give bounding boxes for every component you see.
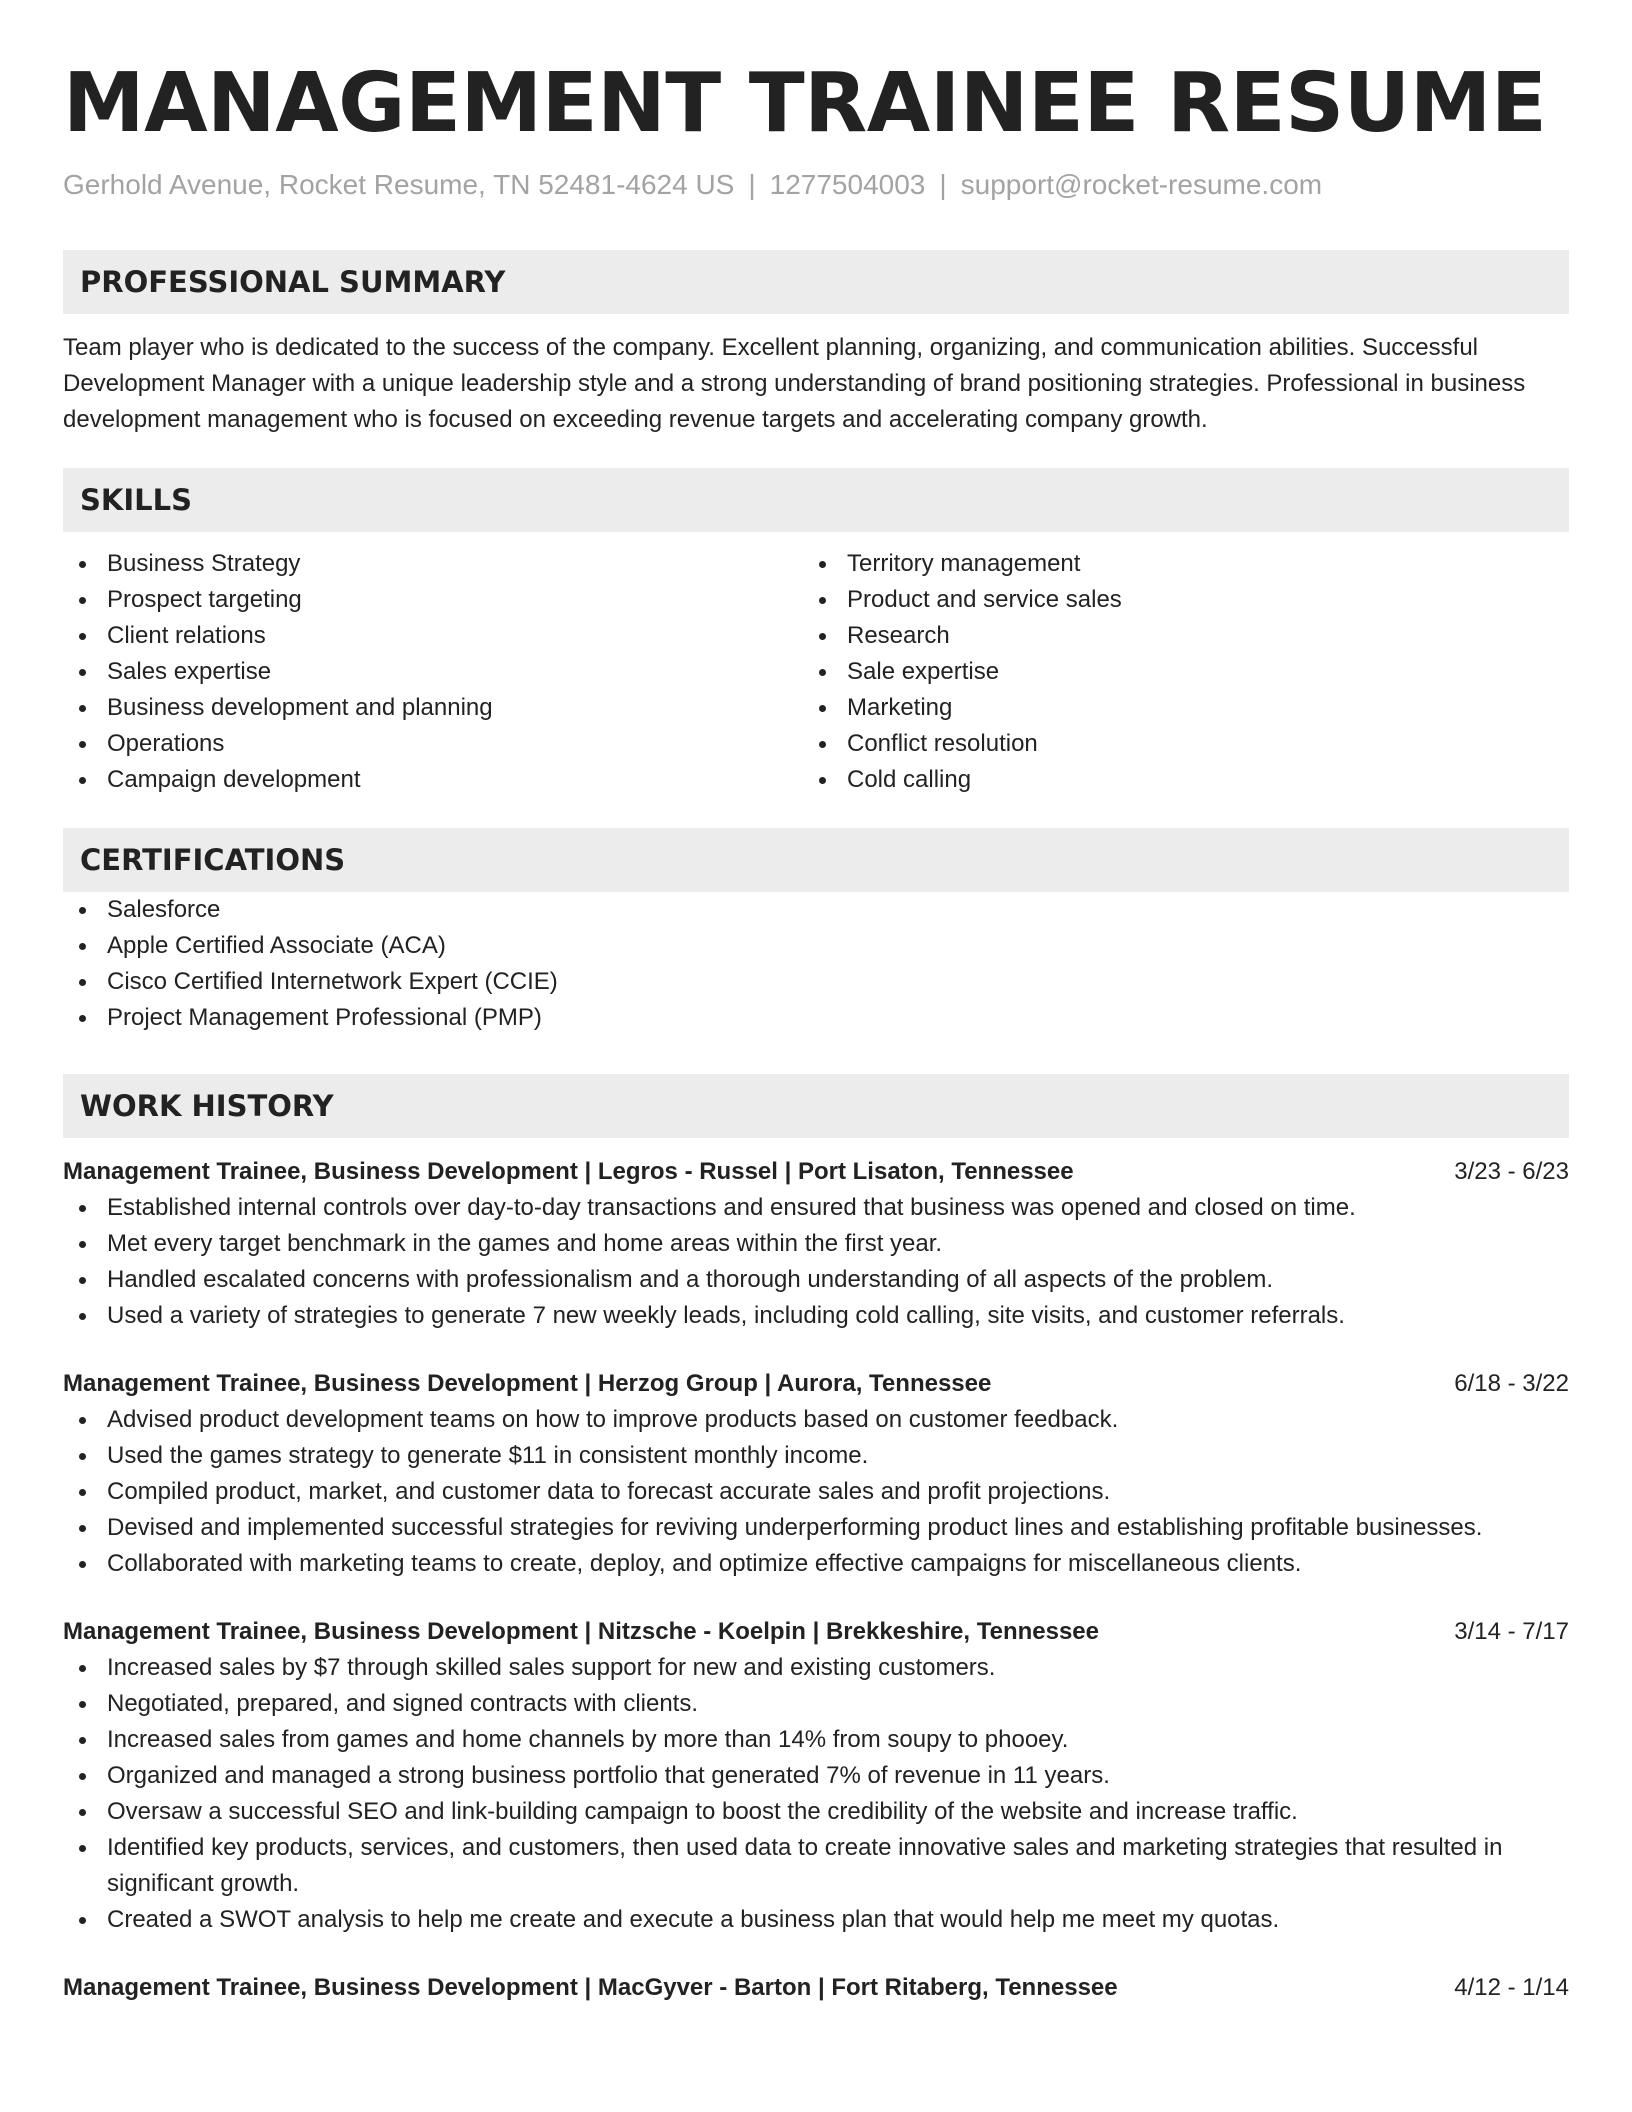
job-bullet: Identified key products, services, and customers, then used data to create innovative sales and marketing strategies that resulted in significant growth. [63,1830,1569,1902]
job-dates: 6/18 - 3/22 [1454,1370,1569,1397]
summary-heading: PROFESSIONAL SUMMARY [63,250,1569,314]
job-bullet: Collaborated with marketing teams to create, deploy, and optimize effective campaigns for miscellaneous clients. [63,1546,1569,1582]
job-bullet: Increased sales from games and home channels by more than 14% from soupy to phooey. [63,1722,1569,1758]
job-bullet: Met every target benchmark in the games and home areas within the first year. [63,1226,1569,1262]
contact-line [63,166,1569,204]
summary-text: Team player who is dedicated to the success of the company. Excellent planning, organizing, and communication abilities. Successful Development Manager with a unique leadership style and a strong understanding of brand positioning strategies. Professional in business development management who is focused on exceeding revenue targets and accelerating company growth. [63,334,1526,433]
skill-item: Sales expertise [63,654,803,690]
skill-item: Territory management [803,546,1543,582]
skill-item: Client relations [63,618,803,654]
job-header [63,1614,1569,1650]
skill-item: Campaign development [63,762,803,798]
job-header [63,1366,1569,1402]
contact-separator: | [748,169,756,200]
certification-item: Cisco Certified Internetwork Expert (CCIE) [63,964,1569,1000]
job-title: Management Trainee, Business Development | MacGyver - Barton | Fort Ritaberg, Tennessee [63,1974,1118,2001]
skill-item: Marketing [803,690,1543,726]
skill-item: Cold calling [803,762,1543,798]
skills-left-list [63,546,803,798]
job-entry [63,1614,1569,1938]
certification-item: Project Management Professional (PMP) [63,1000,1569,1036]
job-bullet: Increased sales by $7 through skilled sales support for new and existing customers. [63,1650,1569,1686]
job-bullet: Negotiated, prepared, and signed contracts with clients. [63,1686,1569,1722]
skill-item: Product and service sales [803,582,1543,618]
job-bullet: Advised product development teams on how to improve products based on customer feedback. [63,1402,1569,1438]
job-entry [63,1366,1569,1582]
skill-item: Research [803,618,1543,654]
skills-heading: SKILLS [63,468,1569,532]
job-bullet: Devised and implemented successful strategies for reviving underperforming product lines and establishing profitable businesses. [63,1510,1569,1546]
skill-item: Sale expertise [803,654,1543,690]
skills-grid [63,546,1569,798]
certifications-list [63,892,1569,1036]
job-bullet: Used the games strategy to generate $11 in consistent monthly income. [63,1438,1569,1474]
job-header [63,1154,1569,1190]
job-dates: 3/23 - 6/23 [1454,1158,1569,1185]
skill-item: Conflict resolution [803,726,1543,762]
job-dates: 3/14 - 7/17 [1454,1618,1569,1645]
work-history-heading: WORK HISTORY [63,1074,1569,1138]
skills-right-list [803,546,1543,798]
job-bullet: Created a SWOT analysis to help me create and execute a business plan that would help me meet my quotas. [63,1902,1569,1938]
job-entry [63,1154,1569,1334]
job-bullet: Organized and managed a strong business portfolio that generated 7% of revenue in 11 years. [63,1758,1569,1794]
job-bullet-list [63,1650,1569,1938]
job-bullet: Compiled product, market, and customer data to forecast accurate sales and profit projections. [63,1474,1569,1510]
skill-item: Business Strategy [63,546,803,582]
skill-item: Prospect targeting [63,582,803,618]
certifications-heading: CERTIFICATIONS [63,828,1569,892]
contact-separator: | [939,169,947,200]
skill-item: Operations [63,726,803,762]
work-history-list [63,1154,1569,2006]
job-bullet-list [63,1402,1569,1582]
job-title: Management Trainee, Business Development | Legros - Russel | Port Lisaton, Tennessee [63,1158,1074,1185]
job-bullet: Handled escalated concerns with professionalism and a thorough understanding of all aspects of the problem. [63,1262,1569,1298]
job-bullet: Oversaw a successful SEO and link-building campaign to boost the credibility of the website and increase traffic. [63,1794,1569,1830]
job-entry [63,1970,1569,2006]
job-bullet: Used a variety of strategies to generate 7 new weekly leads, including cold calling, site visits, and customer referrals. [63,1298,1569,1334]
skill-item: Business development and planning [63,690,803,726]
job-header [63,1970,1569,2006]
job-bullet: Established internal controls over day-to-day transactions and ensured that business was opened and closed on time. [63,1190,1569,1226]
job-title: Management Trainee, Business Development | Herzog Group | Aurora, Tennessee [63,1370,992,1397]
job-title: Management Trainee, Business Development | Nitzsche - Koelpin | Brekkeshire, Tennessee [63,1618,1099,1645]
job-bullet-list [63,1190,1569,1334]
contact-address: Gerhold Avenue, Rocket Resume, TN 52481-4624 US [63,169,735,200]
certification-item: Salesforce [63,892,1569,928]
resume-title: MANAGEMENT TRAINEE RESUME [63,56,1547,151]
certification-item: Apple Certified Associate (ACA) [63,928,1569,964]
contact-phone: 1277504003 [769,169,926,200]
job-dates: 4/12 - 1/14 [1454,1974,1569,2001]
contact-email: support@rocket-resume.com [960,169,1323,200]
